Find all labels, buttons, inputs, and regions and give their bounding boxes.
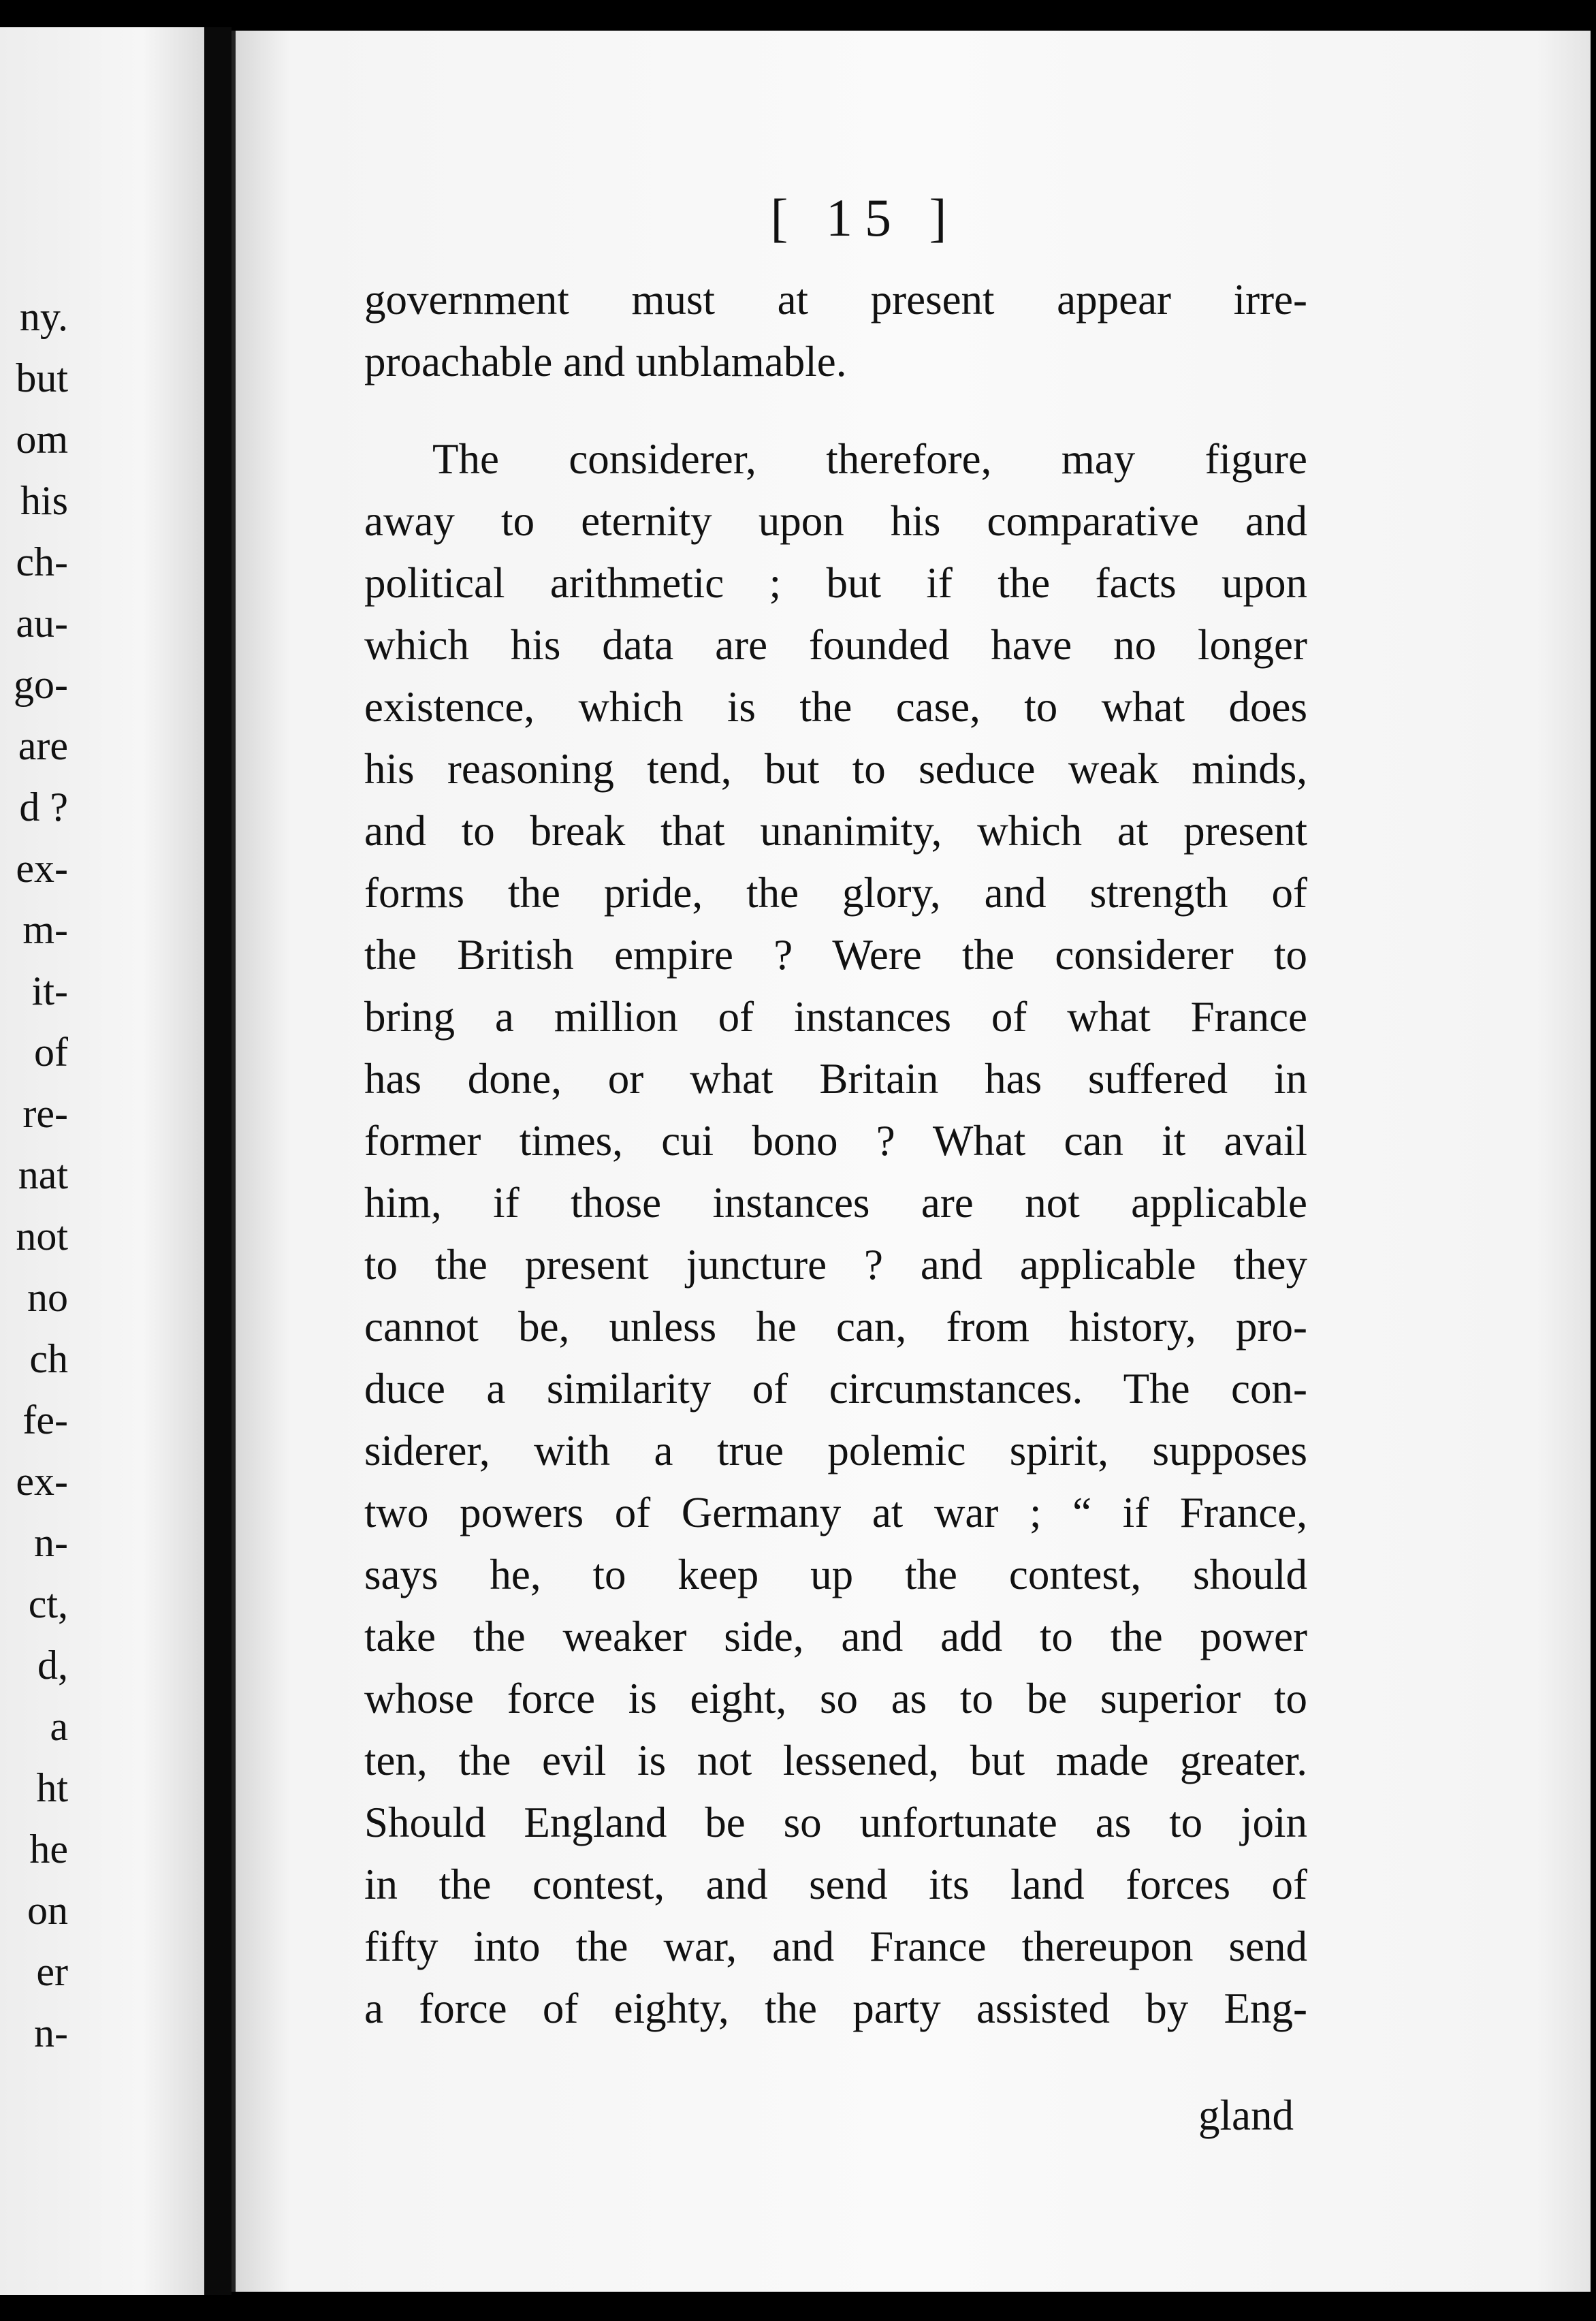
- fragment-line: ex-: [16, 1459, 68, 1504]
- fragment-line: are: [18, 723, 68, 768]
- text-line: bring a million of instances of what France: [364, 993, 1307, 1041]
- fragment-line: d,: [37, 1643, 68, 1688]
- fragment-line: fe-: [22, 1398, 68, 1442]
- text-line: forms the pride, the glory, and strength of: [364, 869, 1307, 917]
- fragment-line: but: [16, 356, 68, 400]
- text-line: his reasoning tend, but to seduce weak minds,: [364, 745, 1307, 793]
- fragment-line: re-: [22, 1091, 68, 1136]
- text-line: and to break that unanimity, which at present: [364, 807, 1307, 855]
- text-line: him, if those instances are not applicable: [364, 1179, 1307, 1227]
- text-line: in the contest, and send its land forces of: [364, 1861, 1307, 1908]
- fragment-line: n-: [34, 1520, 68, 1565]
- fragment-line: no: [27, 1275, 68, 1320]
- text-line: the British empire ? Were the considerer to: [364, 931, 1307, 979]
- text-line: The considerer, therefore, may figure: [432, 435, 1307, 483]
- left-facing-page: [0, 27, 204, 2295]
- fragment-line: his: [20, 478, 68, 523]
- text-line: ten, the evil is not lessened, but made greater.: [364, 1737, 1307, 1784]
- fragment-line: go-: [14, 662, 68, 707]
- fragment-line: ct,: [28, 1581, 68, 1626]
- text-line: a force of eighty, the party assisted by Eng-: [364, 1985, 1307, 2032]
- text-line: fifty into the war, and France thereupon send: [364, 1923, 1307, 1970]
- text-line: former times, cui bono ? What can it avail: [364, 1117, 1307, 1165]
- text-line: whose force is eight, so as to be superior to: [364, 1675, 1307, 1722]
- text-line: Should England be so unfortunate as to join: [364, 1799, 1307, 1846]
- text-line: siderer, with a true polemic spirit, supposes: [364, 1427, 1307, 1474]
- fragment-line: au-: [16, 601, 68, 646]
- text-line: two powers of Germany at war ; “ if France,: [364, 1489, 1307, 1536]
- text-line: duce a similarity of circumstances. The con-: [364, 1365, 1307, 1412]
- text-line: away to eternity upon his comparative and: [364, 497, 1307, 545]
- fragment-line: he: [29, 1827, 68, 1872]
- page-number: [ 15 ]: [770, 188, 959, 247]
- text-line: says he, to keep up the contest, should: [364, 1551, 1307, 1598]
- text-line: existence, which is the case, to what does: [364, 683, 1307, 731]
- page-body-text: [364, 269, 1307, 2040]
- fragment-line: d ?: [19, 785, 68, 830]
- catchword: gland: [1198, 2091, 1294, 2139]
- fragment-line: a: [50, 1704, 68, 1749]
- fragment-line: it-: [31, 968, 68, 1013]
- text-line: cannot be, unless he can, from history, pro-: [364, 1303, 1307, 1351]
- fragment-line: ny.: [19, 294, 68, 339]
- text-line: which his data are founded have no longer: [364, 621, 1307, 669]
- fragment-line: er: [36, 1949, 68, 1994]
- fragment-line: ex-: [16, 846, 68, 891]
- fragment-line: not: [16, 1214, 68, 1259]
- fragment-line: om: [16, 417, 68, 462]
- text-line: proachable and unblamable.: [364, 338, 847, 385]
- text-line: take the weaker side, and add to the power: [364, 1613, 1307, 1660]
- fragment-line: ht: [36, 1765, 68, 1810]
- text-line: to the present juncture ? and applicable they: [364, 1241, 1307, 1289]
- text-line: has done, or what Britain has suffered in: [364, 1055, 1307, 1103]
- text-line: government must at present appear irre-: [364, 276, 1307, 323]
- fragment-line: on: [27, 1888, 68, 1933]
- fragment-line: ch-: [16, 539, 68, 584]
- fragment-line: n-: [34, 2010, 68, 2055]
- fragment-line: nat: [18, 1152, 68, 1197]
- text-line: political arithmetic ; but if the facts upon: [364, 559, 1307, 607]
- left-page-text-fragments: [0, 286, 68, 2064]
- book-spine-gutter: [204, 27, 232, 2295]
- fragment-line: m-: [22, 907, 68, 952]
- fragment-line: of: [34, 1030, 68, 1075]
- fragment-line: ch: [29, 1336, 68, 1381]
- paragraph-gap: [364, 393, 1307, 428]
